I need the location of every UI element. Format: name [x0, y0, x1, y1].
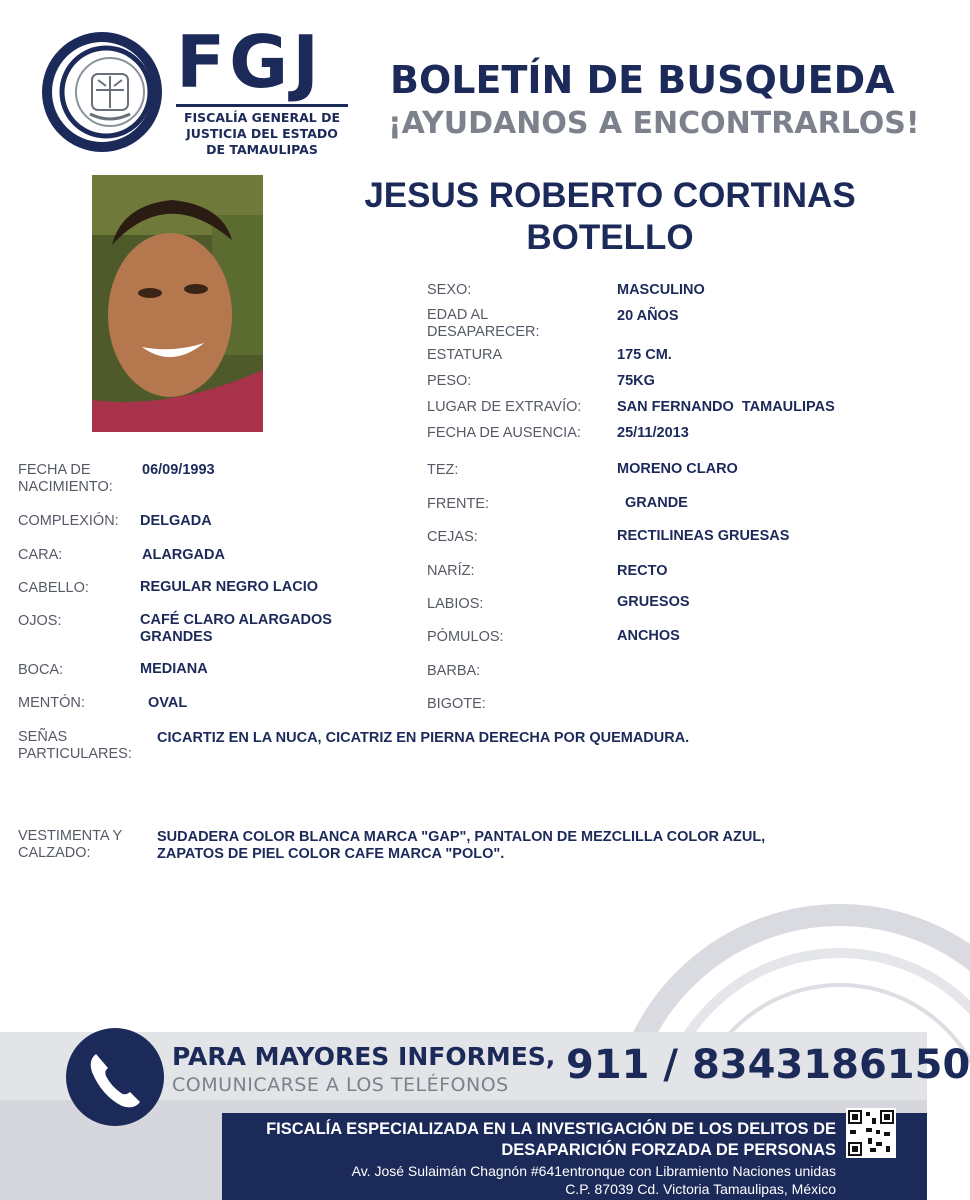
- vestimenta-label-line: VESTIMENTA Y: [18, 828, 123, 844]
- person-name: [330, 175, 890, 259]
- info-subtitle: COMUNICARSE A LOS TELÉFONOS: [172, 1074, 509, 1096]
- footer-address-line: Av. José Sulaimán Chagnón #641entronque con Libramiento Naciones unidas: [351, 1163, 836, 1179]
- senas-value: CICARTIZ EN LA NUCA, CICATRIZ EN PIERNA DERECHA POR QUEMADURA.: [157, 730, 690, 746]
- agency-logo-text: FGJ: [176, 20, 324, 104]
- estatura-label: ESTATURA: [427, 347, 503, 363]
- senas-label: [18, 729, 132, 763]
- complexion-label: COMPLEXIÓN:: [18, 513, 119, 529]
- logo-divider: [176, 104, 348, 107]
- agency-name-line: JUSTICIA DEL ESTADO: [186, 126, 338, 141]
- sexo-value: MASCULINO: [617, 282, 705, 298]
- qr-code-icon: [846, 1108, 896, 1158]
- footer-agency-line: FISCALÍA ESPECIALIZADA EN LA INVESTIGACIÓN DE LOS DELITOS DE: [266, 1120, 836, 1138]
- frente-label: FRENTE:: [427, 496, 490, 512]
- boca-label: BOCA:: [18, 662, 64, 678]
- complexion-value: DELGADA: [140, 513, 212, 529]
- vestimenta-value-line: ZAPATOS DE PIEL COLOR CAFE MARCA "POLO".: [157, 846, 505, 862]
- fecha-ausencia-value: 25/11/2013: [617, 425, 689, 441]
- agency-name-line: FISCALÍA GENERAL DE: [183, 110, 340, 125]
- person-name-line: JESUS ROBERTO CORTINAS: [364, 176, 856, 215]
- lugar-value: SAN FERNANDO TAMAULIPAS: [617, 399, 835, 415]
- bulletin-title: BOLETÍN DE BUSQUEDA: [390, 58, 895, 102]
- fecha-ausencia-label: FECHA DE AUSENCIA:: [427, 425, 581, 441]
- cabello-label: CABELLO:: [18, 580, 89, 596]
- bulletin-subtitle: ¡AYUDANOS A ENCONTRARLOS!: [388, 106, 920, 141]
- footer-address-line: C.P. 87039 Cd. Victoria Tamaulipas, México: [565, 1181, 836, 1197]
- info-title: PARA MAYORES INFORMES,: [172, 1042, 556, 1071]
- labios-label: LABIOS:: [427, 596, 484, 612]
- footer-agency-line: DESAPARICIÓN FORZADA DE PERSONAS: [501, 1141, 836, 1159]
- ojos-value: CAFÉ CLARO ALARGADOS GRANDES: [140, 612, 332, 645]
- phone-icon: [66, 1028, 164, 1126]
- cejas-value: RECTILINEAS GRUESAS: [617, 528, 790, 544]
- cara-label: CARA:: [18, 547, 63, 563]
- cara-value: ALARGADA: [142, 547, 225, 563]
- agency-name-line: DE TAMAULIPAS: [206, 142, 318, 157]
- nacimiento-value: 06/09/1993: [142, 462, 215, 478]
- nariz-label: NARÍZ:: [427, 563, 475, 579]
- tez-label: TEZ:: [427, 462, 459, 478]
- boca-value: MEDIANA: [140, 661, 208, 677]
- edad-label: EDAD AL DESAPARECER:: [427, 307, 540, 340]
- senas-label-line: SEÑAS: [18, 729, 68, 745]
- estatura-value: 175 CM.: [617, 347, 672, 363]
- pomulos-label: PÓMULOS:: [427, 629, 504, 645]
- vestimenta-value-line: SUDADERA COLOR BLANCA MARCA "GAP", PANTALON DE MEZCLILLA COLOR AZUL,: [157, 829, 766, 845]
- vestimenta-value: [157, 829, 765, 863]
- peso-value: 75KG: [617, 373, 655, 389]
- pomulos-value: ANCHOS: [617, 628, 680, 644]
- tez-value: MORENO CLARO: [617, 461, 738, 477]
- senas-label-line: PARTICULARES:: [18, 746, 132, 762]
- state-seal-icon: [40, 30, 164, 154]
- person-name-line: BOTELLO: [526, 218, 694, 257]
- cejas-label: CEJAS:: [427, 529, 478, 545]
- lugar-label: LUGAR DE EXTRAVÍO:: [427, 399, 582, 415]
- agency-name: [176, 110, 348, 158]
- peso-label: PESO:: [427, 373, 472, 389]
- phone-numbers: 911 / 8343186150: [566, 1042, 970, 1088]
- barba-label: BARBA:: [427, 663, 481, 679]
- nariz-value: RECTO: [617, 563, 668, 579]
- edad-value: 20 AÑOS: [617, 308, 679, 324]
- sexo-label: SEXO:: [427, 282, 472, 298]
- frente-value: GRANDE: [625, 495, 688, 511]
- bigote-label: BIGOTE:: [427, 696, 486, 712]
- nacimiento-label: FECHA DE NACIMIENTO:: [18, 462, 113, 495]
- menton-value: OVAL: [148, 695, 188, 711]
- labios-value: GRUESOS: [617, 594, 690, 610]
- ojos-label: OJOS:: [18, 613, 62, 629]
- vestimenta-label-line: CALZADO:: [18, 845, 91, 861]
- vestimenta-label: [18, 828, 122, 862]
- menton-label: MENTÓN:: [18, 695, 85, 711]
- person-photo: [92, 175, 263, 432]
- cabello-value: REGULAR NEGRO LACIO: [140, 579, 319, 595]
